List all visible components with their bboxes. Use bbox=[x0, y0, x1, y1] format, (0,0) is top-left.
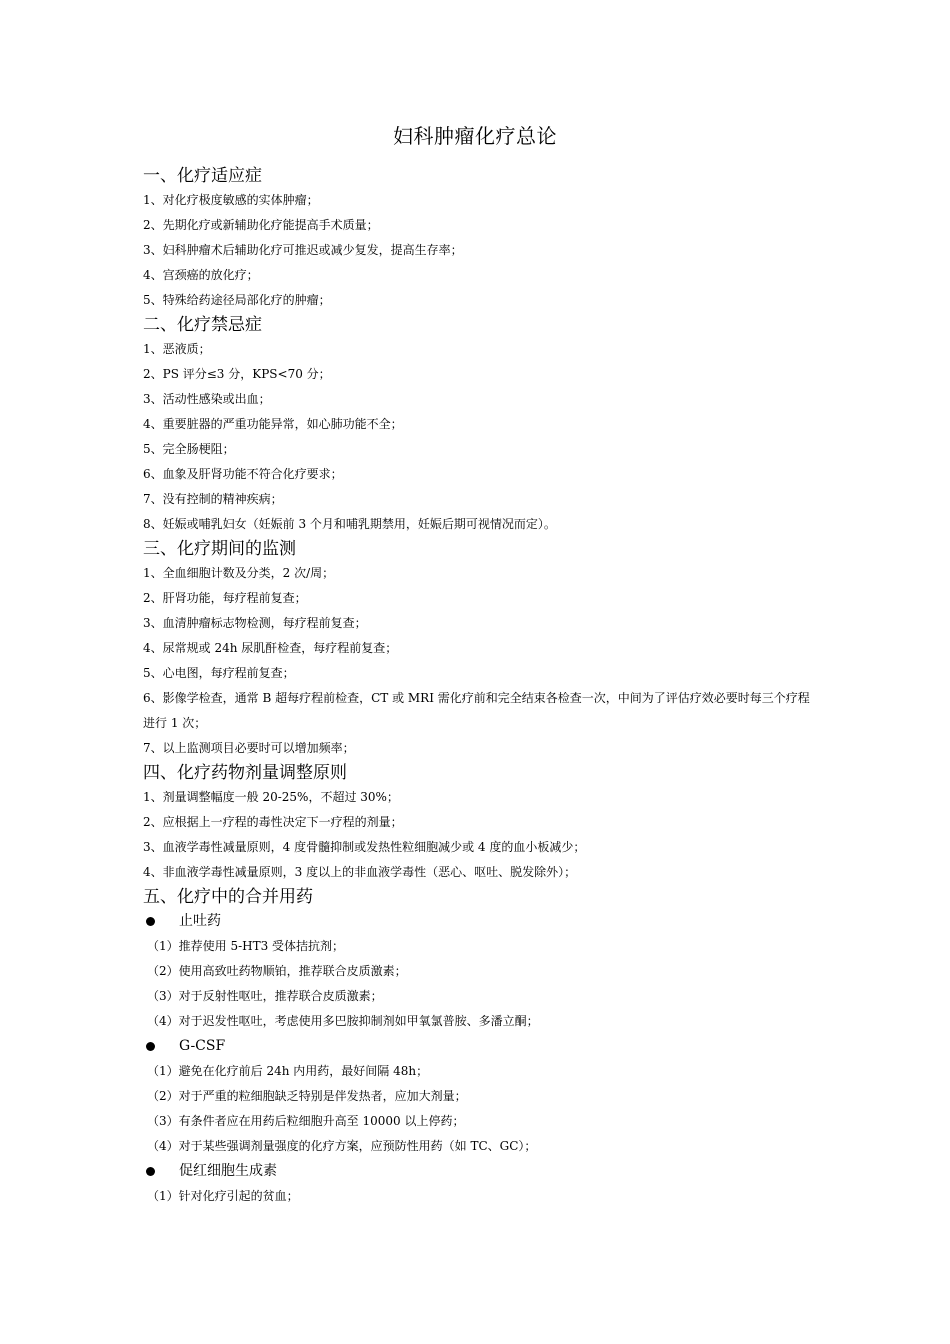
list-item: （4）对于迟发性呕吐，考虑使用多巴胺抑制剂如甲氧氯普胺、多潘立酮； bbox=[147, 1014, 539, 1028]
list-item: 7、没有控制的精神疾病； bbox=[143, 492, 283, 506]
list-item: 1、对化疗极度敏感的实体肿瘤； bbox=[143, 193, 319, 207]
section-heading: 五、化疗中的合并用药 bbox=[143, 887, 313, 907]
section-concomitant-drugs bbox=[143, 885, 823, 1209]
document-body bbox=[143, 164, 823, 1209]
list-item: 2、肝肾功能，每疗程前复查； bbox=[143, 591, 307, 605]
list-item: （1）避免在化疗前后 24h 内用药，最好间隔 48h； bbox=[147, 1064, 429, 1078]
bullet-heading bbox=[143, 1159, 823, 1184]
section-monitoring bbox=[143, 537, 823, 761]
list-item: 3、血清肿瘤标志物检测，每疗程前复查； bbox=[143, 616, 367, 630]
list-item: （3）有条件者应在用药后粒细胞升高至 10000 以上停药； bbox=[147, 1114, 465, 1128]
list-item: 4、尿常规或 24h 尿肌酐检查，每疗程前复查； bbox=[143, 641, 398, 655]
list-item: 5、特殊给药途径局部化疗的肿瘤； bbox=[143, 293, 331, 307]
section-heading: 二、化疗禁忌症 bbox=[143, 315, 262, 335]
list-item: 5、完全肠梗阻； bbox=[143, 442, 235, 456]
bullet-heading bbox=[143, 909, 823, 934]
list-item: 1、全血细胞计数及分类，2 次/周； bbox=[143, 566, 335, 580]
list-item: （3）对于反射性呕吐，推荐联合皮质激素； bbox=[147, 989, 383, 1003]
bullet-icon bbox=[146, 1042, 155, 1051]
section-contraindications bbox=[143, 313, 823, 537]
list-item: 7、以上监测项目必要时可以增加频率； bbox=[143, 741, 355, 755]
bullet-label: G-CSF bbox=[179, 1038, 226, 1054]
list-item: （2）使用高致吐药物顺铂，推荐联合皮质激素； bbox=[147, 964, 407, 978]
list-item: （4）对于某些强调剂量强度的化疗方案，应预防性用药（如 TC、GC）； bbox=[147, 1139, 537, 1153]
list-item: 2、应根据上一疗程的毒性决定下一疗程的剂量； bbox=[143, 815, 403, 829]
group-antiemetics bbox=[143, 909, 823, 1034]
list-item: 5、心电图，每疗程前复查； bbox=[143, 666, 295, 680]
list-item: 3、活动性感染或出血； bbox=[143, 392, 271, 406]
list-item: 4、非血液学毒性减量原则，3 度以上的非血液学毒性（恶心、呕吐、脱发除外）； bbox=[143, 865, 577, 879]
list-item: 2、先期化疗或新辅助化疗能提高手术质量； bbox=[143, 218, 379, 232]
list-item: （2）对于严重的粒细胞缺乏特别是伴发热者，应加大剂量； bbox=[147, 1089, 467, 1103]
section-heading: 三、化疗期间的监测 bbox=[143, 539, 296, 559]
list-item: 2、PS 评分≤3 分，KPS<70 分； bbox=[143, 367, 331, 381]
list-item: 6、影像学检查，通常 B 超每疗程前检查，CT 或 MRI 需化疗前和完全结束各检查一次，中间为了评估疗效必要时每三个疗程进行 1 次； bbox=[143, 691, 810, 730]
section-dose-adjustment bbox=[143, 761, 823, 885]
bullet-icon bbox=[146, 917, 155, 926]
list-item: 3、血液学毒性减量原则，4 度骨髓抑制或发热性粒细胞减少或 4 度的血小板减少； bbox=[143, 840, 586, 854]
list-item: （1）针对化疗引起的贫血； bbox=[147, 1189, 299, 1203]
list-item: （1）推荐使用 5-HT3 受体拮抗剂； bbox=[147, 939, 345, 953]
group-epo bbox=[143, 1159, 823, 1209]
section-indications bbox=[143, 164, 823, 313]
list-item: 4、宫颈癌的放化疗； bbox=[143, 268, 259, 282]
section-heading: 一、化疗适应症 bbox=[143, 166, 262, 186]
document-title: 妇科肿瘤化疗总论 bbox=[393, 124, 557, 148]
list-item: 3、妇科肿瘤术后辅助化疗可推迟或减少复发，提高生存率； bbox=[143, 243, 463, 257]
list-item: 4、重要脏器的严重功能异常，如心肺功能不全； bbox=[143, 417, 403, 431]
list-item: 1、恶液质； bbox=[143, 342, 211, 356]
group-gcsf bbox=[143, 1034, 823, 1159]
list-item: 6、血象及肝肾功能不符合化疗要求； bbox=[143, 467, 343, 481]
list-item: 8、妊娠或哺乳妇女（妊娠前 3 个月和哺乳期禁用，妊娠后期可视情况而定）。 bbox=[143, 517, 556, 531]
list-item: 1、剂量调整幅度一般 20-25%，不超过 30%； bbox=[143, 790, 399, 804]
bullet-label: 止吐药 bbox=[179, 913, 221, 929]
bullet-heading bbox=[143, 1034, 823, 1059]
bullet-label: 促红细胞生成素 bbox=[179, 1163, 277, 1179]
bullet-icon bbox=[146, 1167, 155, 1176]
section-heading: 四、化疗药物剂量调整原则 bbox=[143, 763, 347, 783]
